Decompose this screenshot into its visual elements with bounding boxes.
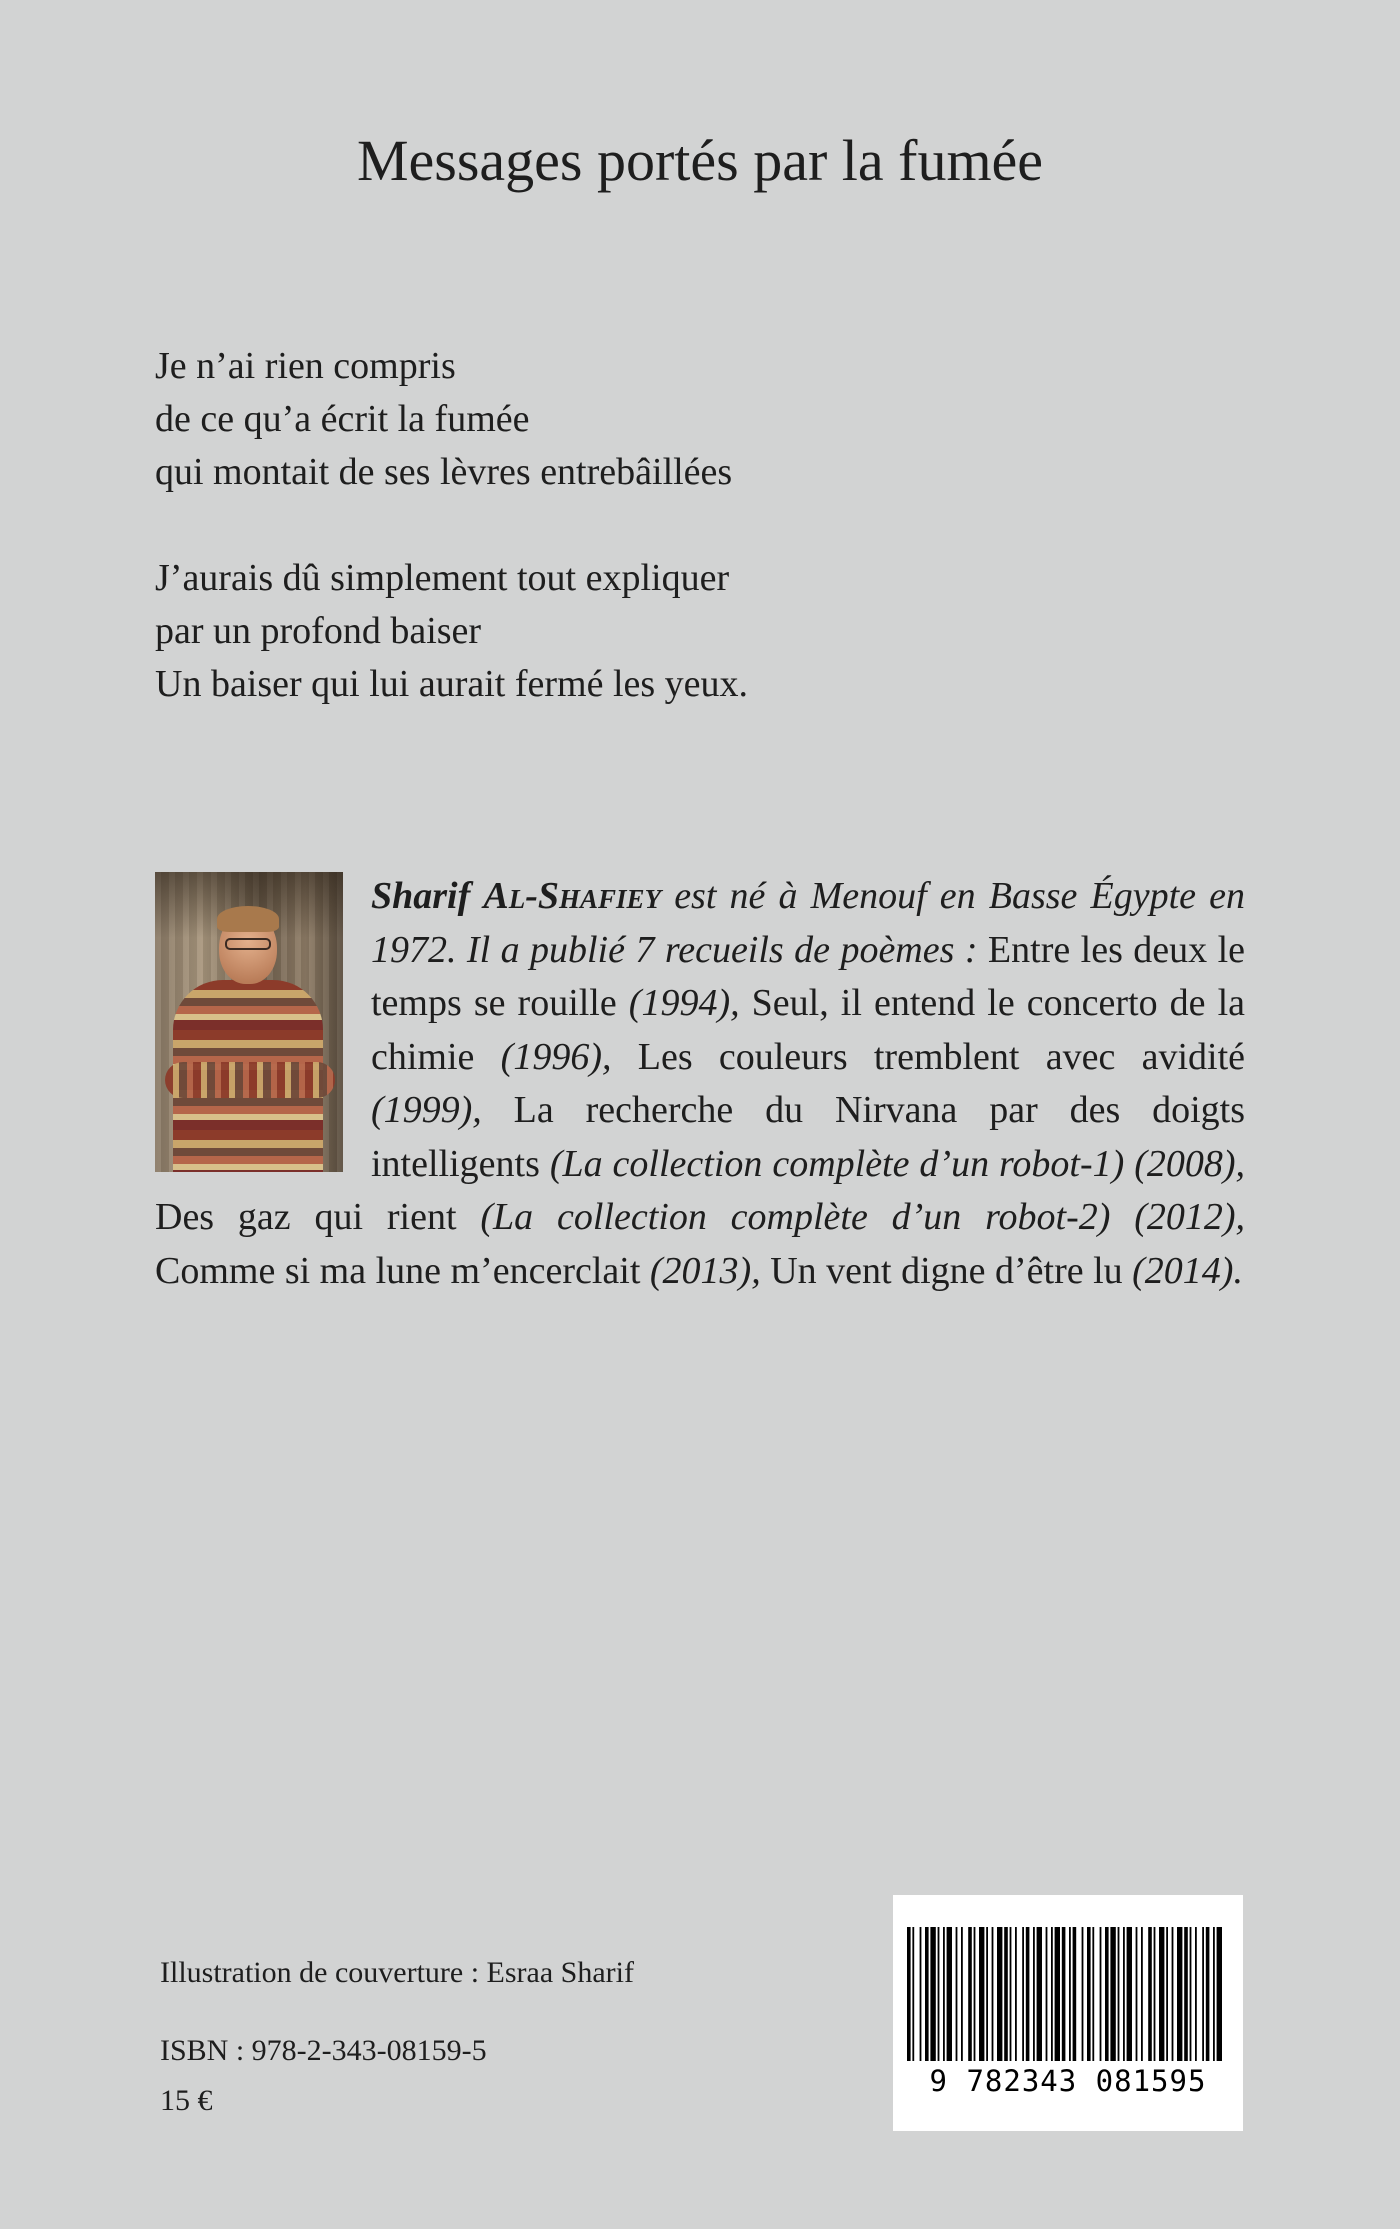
bio-intro: est né à Menouf en Basse Égypte en 1972. Il a publié 7 recueils de poèmes : bbox=[371, 875, 1246, 971]
work-title: Un vent digne d’être lu bbox=[770, 1249, 1123, 1292]
work-note: (2013), bbox=[649, 1249, 761, 1292]
work-note: (1999), bbox=[371, 1089, 482, 1131]
work-title: Des gaz qui rient bbox=[155, 1196, 457, 1238]
poem-line: qui montait de ses lèvres entrebâillées bbox=[155, 451, 733, 493]
work-title: La recherche du Nirvana par des doigts intelligents bbox=[371, 1089, 1245, 1185]
author-first-name: Sharif bbox=[371, 875, 471, 917]
work-note: (La collection complète d’un robot-2) (2012), bbox=[480, 1196, 1246, 1238]
barcode-digits: 9 782343 081595 bbox=[901, 2061, 1235, 2101]
poem-stanza-2 bbox=[155, 552, 748, 711]
poem-line: par un profond baiser bbox=[155, 610, 482, 652]
author-bio bbox=[155, 870, 1245, 1298]
work-note: (1996), bbox=[500, 1035, 612, 1078]
work-title: Seul, il entend le concerto de la chimie bbox=[371, 982, 1245, 1078]
poem-line: J’aurais dû simplement tout expliquer bbox=[155, 557, 730, 599]
work-note: (2014). bbox=[1132, 1249, 1243, 1292]
cover-illustration-credit: Illustration de couverture : Esraa Sharif bbox=[160, 1956, 634, 1989]
poem-stanza-1 bbox=[155, 340, 732, 499]
author-photo bbox=[155, 872, 343, 1172]
work-note: (1994), bbox=[628, 982, 740, 1024]
work-title: Comme si ma lune m’encerclait bbox=[155, 1249, 641, 1292]
price: 15 € bbox=[160, 2084, 213, 2117]
book-title: Messages portés par la fumée bbox=[356, 128, 1044, 193]
work-note: (La collection complète d’un robot-1) (2008), bbox=[549, 1142, 1246, 1185]
poem-line: Je n’ai rien compris bbox=[155, 345, 456, 387]
isbn: ISBN : 978-2-343-08159-5 bbox=[160, 2034, 487, 2067]
poem-line: de ce qu’a écrit la fumée bbox=[155, 398, 530, 440]
poem-line: Un baiser qui lui aurait fermé les yeux. bbox=[155, 663, 749, 705]
work-title: Les couleurs tremblent avec avidité bbox=[637, 1035, 1246, 1078]
author-last-name: Al-Shafiey bbox=[483, 875, 662, 917]
barcode bbox=[893, 1895, 1243, 2131]
work-title: Entre les deux le temps se rouille bbox=[371, 928, 1245, 1024]
